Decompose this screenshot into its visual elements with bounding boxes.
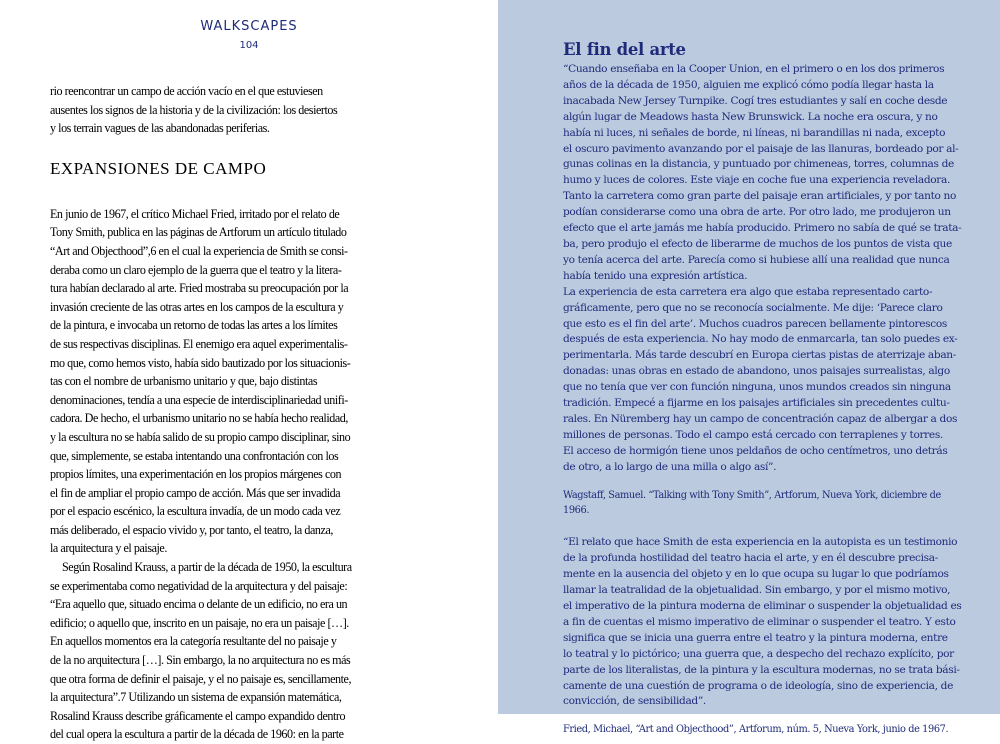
text-line: de la pintura, e invocaba un retorno de todas las artes a los límites xyxy=(50,318,338,333)
text-line: cadora. De hecho, el urbanismo unitario no se había hecho realidad, xyxy=(50,411,348,426)
text-line: y la escultura no se había salido de su propio campo disciplinar, sino xyxy=(50,429,351,444)
text-line: perimentarla. Más tarde descubrí en Europa ciertas pistas de aterrizaje aban- xyxy=(563,349,956,362)
text-line: donadas: unas obras en estado de abandono, unos paisajes surrealistas, algo xyxy=(563,365,950,378)
text-line: mente en la ausencia del objeto y en lo que ocupa su lugar lo que podríamos xyxy=(563,568,949,581)
text-line: El acceso de hormigón tiene unos peldaños de ocho centímetros, uno detrás xyxy=(563,444,948,457)
text-line: La experiencia de esta carretera era algo que estaba representado carto- xyxy=(563,285,933,298)
text-line: denominaciones, tendía a una especie de interdisciplinariedad unifi- xyxy=(50,392,348,407)
text-line: efecto que el arte jamás me había producido. Primero no sabía de qué se trata- xyxy=(563,222,962,235)
text-line: inacabada New Jersey Turnpike. Cogí tres estudiantes y salí en coche desde xyxy=(563,94,948,107)
text-line: tradición. Empecé a fijarme en los paisajes artificiales sin precedentes cultu- xyxy=(563,397,950,410)
sidebar-title: El fin del arte xyxy=(563,40,686,59)
text-line: “Art and Objecthood”,6 en el cual la experiencia de Smith se consi- xyxy=(50,243,348,258)
text-line: algún lugar de Meadows hasta New Brunswick. La noche era oscura, y no xyxy=(563,110,938,123)
text-line: invasión creciente de las otras artes en los campos de la escultura y xyxy=(50,299,344,314)
text-line: se experimentaba como negatividad de la arquitectura y del paisaje: xyxy=(50,578,348,593)
text-line: mo que, como hemos visto, había sido bautizado por los situacionis- xyxy=(50,355,351,370)
text-line: rales. En Nüremberg hay un campo de concentración capaz de albergar a dos xyxy=(563,412,958,425)
text-line: el oscuro pavimento avanzando por el paisaje de las llanuras, bordeado por al- xyxy=(563,142,959,155)
text-line: la arquitectura”.7 Utilizando un sistema de expansión matemática, xyxy=(50,690,342,705)
sidebar-body xyxy=(563,62,963,738)
text-line: yo tenía acerca del arte. Parecía como si hubiese allí una realidad que nunca xyxy=(563,253,950,266)
text-line: ausentes los signos de la historia y de la civilización: los desiertos xyxy=(50,102,338,117)
intro-paragraph xyxy=(50,82,442,138)
text-line: podían considerarse como una obra de arte. Por otro lado, me produjeron un xyxy=(563,206,951,219)
text-line: propios límites, una experimentación en los propios márgenes con xyxy=(50,467,342,482)
citation-2: Fried, Michael, “Art and Objecthood”, Artforum, núm. 5, Nueva York, junio de 1967. xyxy=(563,724,949,736)
text-line: lo teatral y lo pictórico; una guerra que, a despecho del rechazo explícito, por xyxy=(563,647,954,660)
text-line: después de esta experiencia. No hay modo de enmarcarla, tan solo puedes ex- xyxy=(563,333,958,346)
text-line: años de la década de 1950, alguien me explicó cómo podía llegar hasta la xyxy=(563,78,934,91)
quote-1 xyxy=(563,62,963,476)
text-line: la arquitectura y el paisaje. xyxy=(50,541,167,556)
text-line: más deliberado, el espacio vivido y, por tanto, el teatro, la danza, xyxy=(50,522,333,537)
text-line: rio reencontrar un campo de acción vacío en el que estuviesen xyxy=(50,84,323,98)
text-line: gunas colinas en la distancia, y puntuado por chimeneas, torres, columnas de xyxy=(563,158,954,171)
text-line: convicción, de sensibilidad”. xyxy=(563,695,706,708)
left-body-text xyxy=(50,82,442,744)
text-line: Según Rosalind Krauss, a partir de la década de 1950, la escultura xyxy=(62,560,352,575)
text-line: que esto es el fin del arte’. Muchos cuadros parecen bellamente pintorescos xyxy=(563,317,947,330)
text-line: “Cuando enseñaba en la Cooper Union, en el primero o en los dos primeros xyxy=(563,63,945,75)
text-line: el imperativo de la pintura moderna de eliminar o suspender la objetualidad es xyxy=(563,600,962,612)
text-line: del cual opera la escultura a partir de la década de 1960: en la parte xyxy=(50,727,344,742)
text-line: por el espacio escénico, la escultura invadía, de un modo cada vez xyxy=(50,504,341,519)
text-line: llamar la teatralidad de la objetualidad. Sin embargo, y por el mismo motivo, xyxy=(563,584,951,597)
running-head: WALKSCAPES xyxy=(200,19,298,34)
text-line: “El relato que hace Smith de esta experiencia en la autopista es un testimonio xyxy=(563,536,958,549)
text-line: de la profunda hostilidad del teatro hacia el arte, y en él descubre precisa- xyxy=(563,552,938,565)
text-line: humo y luces de colores. Este viaje en coche fue una experiencia reveladora. xyxy=(563,174,950,187)
text-line: de la no arquitectura […]. Sin embargo, la no arquitectura no es más xyxy=(50,653,351,668)
text-line: deraba como un claro ejemplo de la guerra que el teatro y la litera- xyxy=(50,262,342,277)
text-line: millones de personas. Todo el campo está cercado con terraplenes y torres. xyxy=(563,428,943,441)
text-line: Tony Smith, publica en las páginas de Artforum un artículo titulado xyxy=(50,225,347,240)
text-line: edificio; o aquello que, inscrito en un paisaje, no era un paisaje […]. xyxy=(50,615,349,630)
text-line: había tenido una expresión artística. xyxy=(563,269,748,282)
text-line: camente de una cuestión de programa o de ideología, sino de experiencia, de xyxy=(563,679,954,692)
text-line: gráficamente, pero que no se reconocía socialmente. Me dije: ‘Parece claro xyxy=(563,301,943,314)
text-line: a fin de cuentas el mismo imperativo de eliminar o suspender el teatro. Y esto xyxy=(563,615,956,628)
text-line: y los terrain vagues de las abandonadas periferias. xyxy=(50,121,270,136)
text-line: el fin de ampliar el propio campo de acción. Más que ser invadida xyxy=(50,485,341,500)
section-heading: EXPANSIONES DE CAMPO xyxy=(50,159,267,178)
text-line: “Era aquello que, situado encima o delante de un edificio, no era un xyxy=(50,597,348,612)
text-line: que otra forma de definir el paisaje, y el no paisaje es, sencillamente, xyxy=(50,671,352,686)
paragraph-1 xyxy=(50,205,442,558)
quote-2 xyxy=(563,535,963,710)
text-line: En aquellos momentos era la categoría resultante del no paisaje y xyxy=(50,634,337,649)
page-number: 104 xyxy=(239,40,259,51)
text-line: Tanto la carretera como gran parte del paisaje eran artificiales, y por tanto no xyxy=(563,190,957,203)
paragraph-2 xyxy=(50,558,442,744)
text-line: significa que se inicia una guerra entre el teatro y la pintura moderna, entre xyxy=(563,631,948,644)
text-line: que no tenía que ver con función ninguna, unos mundos creados sin ninguna xyxy=(563,381,951,394)
text-line: tura habían declarado al arte. Fried mostraba su preocupación por la xyxy=(50,281,349,296)
text-line: había ni luces, ni señales de borde, ni líneas, ni barandillas ni nada, excepto xyxy=(563,126,946,139)
text-line: En junio de 1967, el crítico Michael Fried, irritado por el relato de xyxy=(50,206,340,221)
text-line: de otro, a lo largo de una milla o algo así”. xyxy=(563,460,777,473)
text-line: de sus respectivas disciplinas. El enemigo era aquel experimentalis- xyxy=(50,336,348,351)
text-line: ba, pero produjo el efecto de liberarme de muchos de los puntos de vista que xyxy=(563,237,952,250)
citation-1: Wagstaff, Samuel. “Talking with Tony Smith”, Artforum, Nueva York, diciembre de 1966. xyxy=(563,489,941,517)
text-line: Rosalind Krauss describe gráficamente el campo expandido dentro xyxy=(50,708,346,723)
text-line: parte de los literalistas, de la pintura y la escultura modernas, no se trata bási- xyxy=(563,663,960,676)
text-line: que, simplemente, se estaba intentando una confrontación con los xyxy=(50,448,339,463)
text-line: tas con el nombre de urbanismo unitario y que, bajo distintas xyxy=(50,374,318,389)
